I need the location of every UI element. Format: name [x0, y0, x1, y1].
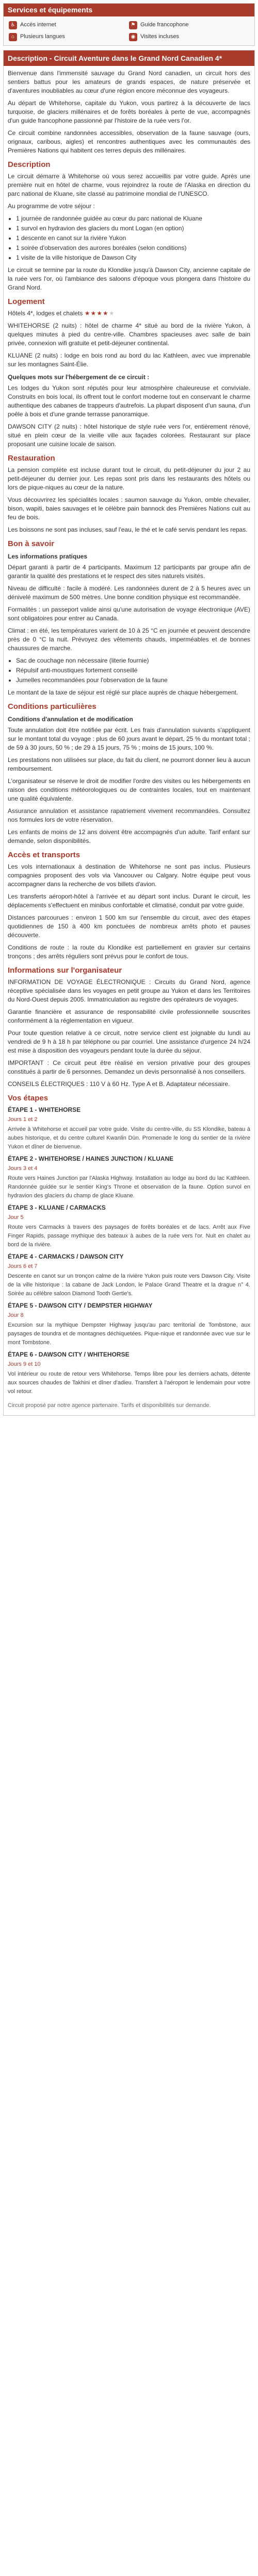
- section-title-bon-a-savoir: Bon à savoir: [8, 539, 55, 548]
- rating-row: [8, 309, 250, 318]
- intro-paragraph: Bienvenue dans l'immensité sauvage du Grand Nord canadien, un circuit hors des sentiers battus pour les amateurs de grands espaces, de nature préservée et d'aventures inoubliables au cœur d'une région encore méconnue des voyageurs.: [8, 70, 250, 94]
- stay-title: ÉTAPE 4 - CARMACKS / DAWSON CITY: [8, 1253, 124, 1260]
- subheading: Les informations pratiques: [8, 553, 88, 560]
- description-body: [4, 66, 254, 1415]
- intro-paragraph: Au départ de Whitehorse, capitale du Yukon, vous partirez à la découverte de lacs turquoise, de glaciers millénaires et de forêts boréales à perte de vue, accompagnés d'un guide francophone passionné par l'histoire de la ruée vers l'or.: [8, 99, 250, 124]
- service-item: [9, 21, 129, 29]
- section-title-acces: Accès et transports: [8, 851, 80, 859]
- paragraph: INFORMATION DE VOYAGE ÉLECTRONIQUE : Circuits du Grand Nord, agence réceptive spécialisée dans les voyages en petit groupe au Yukon et dans les Territoires du Nord-Ouest depuis 2005. Immatriculation au registre des opérateurs de voyages.: [8, 978, 250, 1003]
- paragraph: Les prestations non utilisées sur place, du fait du client, ne pourront donner lieu à aucun remboursement.: [8, 756, 250, 772]
- stay-item: [8, 1301, 250, 1347]
- service-label: Guide francophone: [140, 22, 189, 28]
- description-box: [3, 50, 255, 1416]
- footer-note: Circuit proposé par notre agence partenaire. Tarifs et disponibilités sur demande.: [8, 1402, 211, 1409]
- stay-title: ÉTAPE 2 - WHITEHORSE / HAINES JUNCTION / KLUANE: [8, 1155, 174, 1162]
- program-list: [8, 214, 250, 262]
- list-item: • 1 descente en canot sur la rivière Yukon: [16, 234, 250, 243]
- stay-title: ÉTAPE 3 - KLUANE / CARMACKS: [8, 1204, 106, 1211]
- star-empty-icon: ★: [108, 310, 115, 317]
- paragraph: Le circuit démarre à Whitehorse où vous serez accueillis par votre guide. Après une première nuit en hôtel de charme, vous rejoindrez la route de l'Alaska en direction du parc national de Kluane, site classé au patrimoine mondial de l'UNESCO.: [8, 173, 250, 197]
- stay-text: Descente en canot sur un tronçon calme de la rivière Yukon puis route vers Dawson City. Visite de la ville historique : la cabane de Jack London, le Palace Grand Theatre et la drague n° 4. Soirée au célèbre saloon Diamond Tooth Gertie's.: [8, 1273, 250, 1297]
- paragraph: Toute annulation doit être notifiée par écrit. Les frais d'annulation suivants s'appliquent sur le montant total du voyage : plus de 60 jours avant le départ, 25 % du montant total ; de 59 à 30 jours, 50 % ; de 29 à 15 jours, 75 % ; moins de 15 jours, 100 %.: [8, 726, 250, 751]
- list-item: • 1 visite de la ville historique de Dawson City: [16, 253, 250, 262]
- paragraph: Les transferts aéroport-hôtel à l'arrivée et au départ sont inclus. Durant le circuit, les déplacements s'effectuent en minibus confortable et climatisé, conduit par votre guide.: [8, 893, 250, 909]
- service-item: [129, 32, 249, 41]
- subheading: Conditions d'annulation et de modification: [8, 716, 133, 723]
- service-item: [9, 32, 129, 41]
- stay-dates: Jour 8: [8, 1312, 24, 1318]
- paragraph: Départ garanti à partir de 4 participants. Maximum 12 participants par groupe afin de garantir la qualité des prestations et le respect des sites naturels visités.: [8, 564, 250, 580]
- paragraph: Niveau de difficulté : facile à modéré. Les randonnées durent de 2 à 5 heures avec un dénivelé maximum de 500 mètres. Une bonne condition physique est recommandée.: [8, 585, 250, 601]
- subheading: Quelques mots sur l'hébergement de ce circuit :: [8, 374, 150, 381]
- stay-text: Excursion sur la mythique Dempster Highway jusqu'au parc territorial de Tombstone, aux paysages de toundra et de montagnes déchiquetées. Pique-nique et randonnée avec vue sur le mont Tombstone.: [8, 1322, 250, 1346]
- stay-text: Vol intérieur ou route de retour vers Whitehorse. Temps libre pour les derniers achats, détente aux sources chaudes de Takhini et dîner d'adieu. Transfert à l'aéroport le lendemain pour votre vol retour.: [8, 1371, 250, 1395]
- stay-dates: Jour 5: [8, 1214, 24, 1221]
- paragraph: IMPORTANT : Ce circuit peut être réalisé en version privative pour des groupes constitués à partir de 6 personnes. Demandez un devis personnalisé à nos conseillers.: [8, 1059, 250, 1075]
- intro-paragraph: Ce circuit combine randonnées accessibles, observation de la faune sauvage (ours, orignaux, caribous, aigles) et rencontres authentiques avec les communautés des Premières Nations qui habitent ces terres depuis des millénaires.: [8, 129, 250, 154]
- paragraph: Les boissons ne sont pas incluses, sauf l'eau, le thé et le café servis pendant les repas.: [8, 526, 248, 533]
- paragraph: L'organisateur se réserve le droit de modifier l'ordre des visites ou les hébergements en raison des conditions météorologiques ou de contraintes locales, tout en maintenant une qualité équivalente.: [8, 777, 250, 802]
- paragraph: Au programme de votre séjour :: [8, 202, 95, 210]
- paragraph: Les enfants de moins de 12 ans doivent être accompagnés d'un adulte. Tarif enfant sur demande, selon disponibilités.: [8, 828, 250, 844]
- service-label: Plusieurs langues: [20, 33, 65, 40]
- stay-text: Route vers Carmacks à travers des paysages de forêts boréales et de lacs. Arrêt aux Five Finger Rapids, passage mythique des bateaux à aubes de la ruée vers l'or. Nuit en chalet au bord de la rivière.: [8, 1224, 250, 1248]
- wheelchair-icon: ♿: [9, 21, 17, 29]
- list-item: • 1 soirée d'observation des aurores boréales (selon conditions): [16, 244, 250, 252]
- paragraph: WHITEHORSE (2 nuits) : hôtel de charme 4* situé au bord de la rivière Yukon, à quelques minutes à pied du centre-ville. Chambres spacieuses avec salle de bain privée, connexion wifi gratuite et petit-déjeuner continental.: [8, 322, 250, 347]
- paragraph: Les vols internationaux à destination de Whitehorse ne sont pas inclus. Plusieurs compagnies proposent des vols via Vancouver ou Calgary. Notre équipe peut vous accompagner dans la recherche de vos billets d'avion.: [8, 863, 250, 888]
- stay-dates: Jours 1 et 2: [8, 1116, 38, 1123]
- services-title: Services et équipements: [4, 4, 254, 16]
- section-title-conditions: Conditions particulières: [8, 702, 96, 711]
- rating-label: Hôtels 4*, lodges et chalets: [8, 310, 83, 317]
- tips-list: [8, 656, 250, 685]
- list-item: • Répulsif anti-moustiques fortement conseillé: [16, 666, 250, 675]
- services-grid: [4, 16, 254, 45]
- map-icon: ⌂: [9, 33, 17, 41]
- service-item: [129, 21, 249, 29]
- stay-title: ÉTAPE 5 - DAWSON CITY / DEMPSTER HIGHWAY: [8, 1302, 153, 1309]
- stay-item: [8, 1155, 250, 1200]
- stay-title: ÉTAPE 1 - WHITEHORSE: [8, 1106, 81, 1113]
- paragraph: Les lodges du Yukon sont réputés pour leur atmosphère chaleureuse et conviviale. Construits en bois local, ils offrent tout le confort moderne tout en conservant le charme authentique des cabanes de trappeurs d'autrefois. La plupart disposent d'un sauna, d'un poêle à bois et d'une grande terrasse panoramique.: [8, 384, 250, 418]
- paragraph: Vous découvrirez les spécialités locales : saumon sauvage du Yukon, omble chevalier, bison, wapiti, baies sauvages et le célèbre pain bannock des Premières Nations cuit au feu de bois.: [8, 496, 250, 521]
- paragraph: Assurance annulation et assistance rapatriement vivement recommandées. Consultez nos formules lors de votre réservation.: [8, 807, 250, 823]
- section-title-logement: Logement: [8, 297, 45, 306]
- paragraph: Garantie financière et assurance de responsabilité civile professionnelle souscrites conformément à la réglementation en vigueur.: [8, 1008, 250, 1024]
- paragraph: KLUANE (2 nuits) : lodge en bois rond au bord du lac Kathleen, avec vue imprenable sur les montagnes Saint-Élie.: [8, 352, 250, 368]
- paragraph: La pension complète est incluse durant tout le circuit, du petit-déjeuner du jour 2 au petit-déjeuner du dernier jour. Les repas sont pris dans les restaurants des hôtels ou lors de pique-niques au cœur de la nature.: [8, 466, 250, 491]
- service-label: Visites incluses: [140, 33, 179, 40]
- paragraph: Le montant de la taxe de séjour est réglé sur place auprès de chaque hébergement.: [8, 689, 238, 696]
- section-title-etapes: Vos étapes: [8, 1094, 49, 1103]
- services-box: [3, 3, 255, 46]
- paragraph: Formalités : un passeport valide ainsi qu'une autorisation de voyage électronique (AVE) sont obligatoires pour entrer au Canada.: [8, 606, 250, 622]
- list-item: • Jumelles recommandées pour l'observation de la faune: [16, 676, 250, 685]
- paragraph: Pour toute question relative à ce circuit, notre service client est joignable du lundi au vendredi de 9 h à 18 h par téléphone ou par courriel. Une assistance d'urgence 24 h/24 est mise à disposition des voyageurs pendant toute la durée du séjour.: [8, 1029, 250, 1054]
- section-title-organisateur: Informations sur l'organisateur: [8, 966, 122, 975]
- camera-icon: ◉: [129, 33, 137, 41]
- paragraph: Conditions de route : la route du Klondike est partiellement en gravier sur certains tronçons ; des arrêts réguliers sont prévus pour le confort de tous.: [8, 944, 250, 960]
- paragraph: Climat : en été, les températures varient de 10 à 25 °C en journée et peuvent descendre près de 0 °C la nuit. Prévoyez des vêtements chauds, imperméables et de bonnes chaussures de marche.: [8, 627, 250, 652]
- stay-dates: Jours 6 et 7: [8, 1263, 38, 1269]
- star-rating-icon: ★★★★: [84, 310, 109, 317]
- paragraph: CONSEILS ÉLECTRIQUES : 110 V à 60 Hz. Type A et B. Adaptateur nécessaire.: [8, 1080, 230, 1088]
- stay-dates: Jours 9 et 10: [8, 1361, 41, 1367]
- paragraph: DAWSON CITY (2 nuits) : hôtel historique de style ruée vers l'or, entièrement rénové, situé en plein cœur de la vieille ville aux façades colorées. Restaurant sur place proposant une cuisine locale de saison.: [8, 423, 250, 448]
- list-item: • Sac de couchage non nécessaire (literie fournie): [16, 656, 250, 665]
- stay-item: [8, 1106, 250, 1151]
- guide-icon: ⚑: [129, 21, 137, 29]
- stay-title: ÉTAPE 6 - DAWSON CITY / WHITEHORSE: [8, 1351, 130, 1358]
- paragraph: Le circuit se termine par la route du Klondike jusqu'à Dawson City, ancienne capitale de la ruée vers l'or, où l'ambiance des saloons d'époque vous plongera dans l'histoire du Grand Nord.: [8, 266, 250, 291]
- list-item: • 1 journée de randonnée guidée au cœur du parc national de Kluane: [16, 214, 250, 223]
- list-item: • 1 survol en hydravion des glaciers du mont Logan (en option): [16, 224, 250, 233]
- stay-text: Route vers Haines Junction par l'Alaska Highway. Installation au lodge au bord du lac Kathleen. Randonnée guidée sur le sentier King's Throne et observation de la faune. Option survol en hydravion des glaciers du champ de glace Kluane.: [8, 1175, 250, 1199]
- stay-item: [8, 1204, 250, 1249]
- section-title-restauration: Restauration: [8, 454, 55, 463]
- stay-item: [8, 1350, 250, 1396]
- service-label: Accès internet: [20, 22, 56, 28]
- paragraph: Distances parcourues : environ 1 500 km sur l'ensemble du circuit, avec des étapes quotidiennes de 150 à 400 km ponctuées de nombreux arrêts photo et pauses découverte.: [8, 914, 250, 939]
- stay-item: [8, 1252, 250, 1298]
- stay-text: Arrivée à Whitehorse et accueil par votre guide. Visite du centre-ville, du SS Klondike, bateau à aubes historique, et du centre culturel Kwanlin Dün. Promenade le long du sentier de la rivière Yukon et dîner de bienvenue.: [8, 1126, 250, 1150]
- description-header: Description - Circuit Aventure dans le Grand Nord Canadien 4*: [4, 50, 254, 66]
- stay-dates: Jours 3 et 4: [8, 1165, 38, 1172]
- section-title-description: Description: [8, 160, 51, 169]
